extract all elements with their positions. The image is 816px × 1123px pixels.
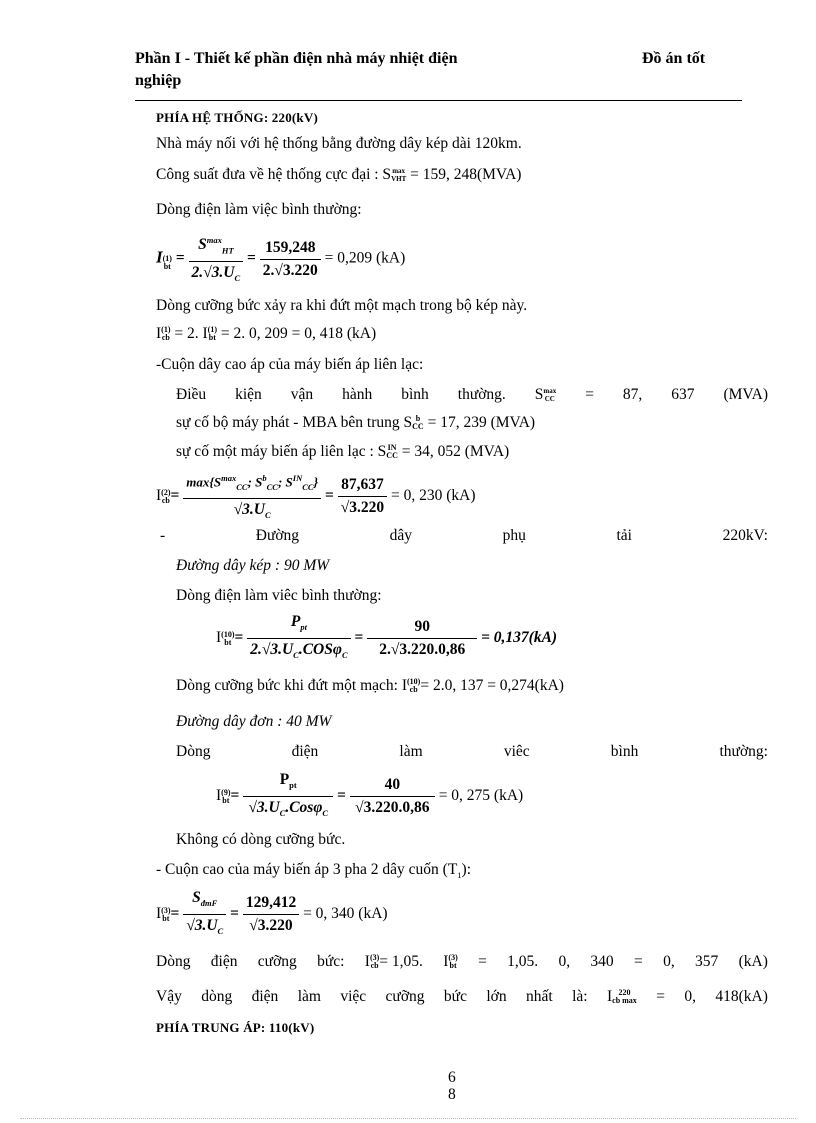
- equation-3: I(10) bt = $\frac{P_{pt}}{2.√3.U_C.COS\varphi_C}$ = $\frac{90}{2.√3.220.0,86}$ = 0,137(kA): [216, 613, 558, 661]
- equation-2: I(2) cb= $\frac{\max\{S^{max}_{CC}; S^b_{CC}; S^{IN}_{CC}\}}{√3.U_C}$ = $\frac{87,637}{√3.220}$ = 0, 230 (kA): [156, 468, 475, 525]
- paragraph-normal-condition: Điều kiện vận hành bình thường. Smax CC = 87, 637 (MVA): [176, 386, 768, 404]
- paragraph-forced-current-t1: Dòng điện cưỡng bức: I(3) cb= 1,05. I(3) bt = 1,05. 0, 340 = 0, 357 (kA): [156, 953, 768, 971]
- paragraph-normal-current-3: Dòng điện làm viêc bình thường:: [176, 743, 768, 760]
- subheading-single-line: Đường dây đơn : 40 MW: [176, 713, 332, 730]
- paragraph-forced-current: Dòng cưỡng bức xảy ra khi đứt một mạch trong bộ kép này.: [156, 297, 528, 314]
- equation-1: I(1) bt = $\frac{S^{max}_{HT}}{2.√3.U_C}$ = $\frac{159,248}{2.√3.220}$ = 0,209 (kA): [156, 230, 405, 288]
- subheading-double-line: Đường dây kép : 90 MW: [176, 557, 330, 574]
- paragraph-connection: Nhà máy nối với hệ thống bằng đường dây kép dài 120km.: [156, 135, 522, 152]
- paragraph-no-forced: Không có dòng cưỡng bức.: [176, 831, 346, 848]
- paragraph-normal-current-2: Dòng điện làm viêc bình thường:: [176, 587, 382, 604]
- equation-4: I(9) bt= $\frac{P_{pt}}{√3.U_C.Cos\varphi_C}$ = $\frac{40}{√3.220.0,86}$ = 0, 275 (kA): [216, 771, 524, 819]
- paragraph-max-power: Công suất đưa về hệ thống cực đại : Smax VHT = 159, 248(MVA): [156, 166, 522, 184]
- paragraph-forced-line-break: Dòng cưỡng bức khi đứt một mạch: I(10) cb = 2.0, 137 = 0,274(kA): [176, 677, 564, 695]
- paragraph-hv-coil: -Cuộn dây cao áp của máy biến áp liên lạc:: [156, 356, 424, 373]
- paragraph-fault-transformer: sự cố một máy biến áp liên lạc : SIN CC = 34, 052 (MVA): [176, 443, 510, 461]
- header-rule: [135, 100, 742, 101]
- paragraph-load-line: - Đường dây phụ tải 220kV:: [160, 527, 768, 544]
- equation-5: I(3) bt= $\frac{S_{đmF}}{√3.U_C}$ = $\frac{129,412}{√3.220}$ = 0, 340 (kA): [156, 889, 388, 937]
- equation-forced: I(1) cb = 2. I(1) bt = 2. 0, 209 = 0, 418 (kA): [156, 325, 377, 343]
- section-heading-medium: PHÍA TRUNG ÁP: 110(kV): [156, 1020, 315, 1035]
- page-number-line1: 6: [448, 1069, 456, 1086]
- page-number-line2: 8: [448, 1086, 456, 1103]
- header-right: Đồ án tốt: [642, 50, 706, 67]
- paragraph-3phase-transformer: - Cuộn cao của máy biến áp 3 pha 2 dây cuốn $(T_1)$:: [156, 861, 472, 881]
- header-title: Phần I - Thiết kế phần điện nhà máy nhiệt điện: [135, 50, 458, 67]
- paragraph-normal-current: Dòng điện làm việc bình thường:: [156, 201, 362, 218]
- page-bottom-border: [20, 1118, 796, 1119]
- paragraph-fault-generator: sự cố bộ máy phát - MBA bên trung S b CC = 17, 239 (MVA): [176, 414, 536, 432]
- section-heading-system: PHÍA HỆ THỐNG: 220(kV): [156, 110, 318, 125]
- paragraph-max-forced-current: Vậy dòng điện làm việc cưỡng bức lớn nhất là: I 220 cb max = 0, 418(kA): [156, 988, 768, 1006]
- header-title-continued: nghiệp: [135, 72, 182, 89]
